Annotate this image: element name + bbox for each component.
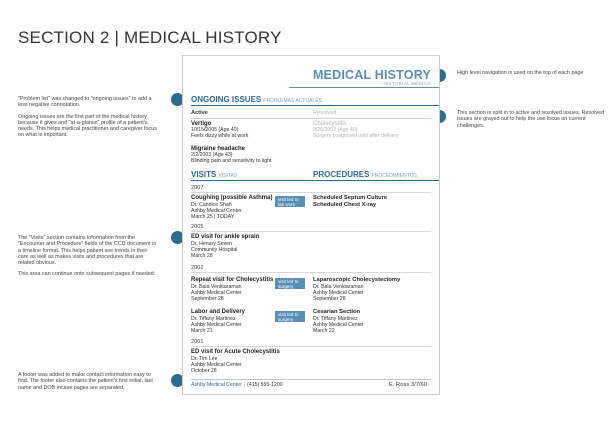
resolved-issue-note: Surgery postponed until after delivery: [313, 133, 399, 139]
visit-date: October 28: [191, 368, 217, 374]
ongoing-issues-title: ONGOING ISSUES: [191, 95, 262, 104]
medical-history-heading: MEDICAL HISTORY: [312, 68, 431, 82]
visits-title: VISITS: [191, 170, 217, 179]
ongoing-issues-heading: [191, 95, 322, 104]
procedure-date: September 28: [313, 296, 346, 302]
active-issue-note: Blinding pain and sensitivity to light: [191, 158, 272, 164]
visit-date: September 28: [191, 296, 224, 302]
procedures-heading: [313, 170, 417, 179]
visit-doctor: Dr. Tiffany Martinez: [191, 316, 236, 322]
year-rule: [191, 346, 431, 347]
resolved-issue-name: Cholecystitis: [313, 121, 347, 127]
active-issue-name: Migraine headache: [191, 146, 246, 152]
ongoing-columns-rule: [191, 118, 431, 119]
medical-history-document: [182, 55, 440, 395]
year-label: 2001: [191, 339, 204, 345]
visit-place: Ashby Medical Center: [191, 208, 242, 214]
resolved-issue-date: 9/26/2002 (Age 40): [313, 127, 358, 133]
patient-id: E. Ross 3/7/60: [388, 382, 427, 388]
note-visits-text: The "Visits" section contains information from the "Encounter and Procedure" fields of the CCD document in a timeline format. This helps patient see trends in their care as well as makes visits and procedures that are related obvious.: [18, 235, 157, 267]
medical-history-subheading: HISTORIAL MÉDICO: [383, 81, 431, 86]
note-split-text: This section is split in to active and resolved issues. Resolved issues are grayed out to help the use focus on current challenges.: [457, 110, 605, 129]
note-ongoing-first-text: Ongoing issues are the first part of the medical history because it gives and "at-a-glance" profile of a patient's needs. This helps medical practitioner and caregiver focus on what is important.: [18, 113, 157, 139]
active-label: Active: [191, 110, 208, 116]
visit-doctor: Dr. Bala Venktaraman: [191, 284, 242, 290]
procedure-place: Ashby Medical Center: [313, 290, 364, 296]
visit-name: ED visit for Acute Cholecystitis: [191, 349, 280, 355]
visit-name: Labor and Delivery: [191, 309, 246, 315]
ongoing-issues-rule: [191, 105, 439, 106]
visit-doctor: Dr. Candice Shah: [191, 202, 232, 208]
procedure-name: Scheduled Septum Culture: [313, 195, 388, 201]
visits-rule: [191, 180, 439, 181]
clinic-link[interactable]: Ashby Medical Center: [191, 382, 242, 388]
year-rule: [191, 272, 431, 273]
visit-date: March 21: [191, 328, 213, 334]
visit-name: Repeat visit for Cholecystitis: [191, 277, 274, 283]
footer-rule: [191, 379, 431, 380]
active-issue-date: 10/15/2005 (Age 40): [191, 127, 239, 133]
visit-place: Ashby Medical Center: [191, 362, 242, 368]
footer-separator: |: [243, 382, 246, 388]
visit-date: March 25 | TODAY: [191, 214, 235, 220]
visit-led-to-lab-work-tag[interactable]: visit led to lab work: [275, 196, 305, 207]
note-split: [457, 110, 605, 134]
visits-subtitle: VISITAS: [218, 173, 238, 179]
visits-heading: [191, 170, 237, 179]
header-rule: [289, 87, 439, 88]
note-high-level-nav: [457, 70, 605, 81]
page-title: SECTION 2 | MEDICAL HISTORY: [18, 28, 282, 47]
clinic-phone[interactable]: (415) 555-1200: [247, 382, 283, 388]
procedure-place: Ashby Medical Center: [313, 322, 364, 328]
procedures-title: PROCEDURES: [313, 170, 370, 179]
visit-place: Ashby Medical Center: [191, 322, 242, 328]
procedure-name: Cesarian Section: [313, 309, 361, 315]
note-problem-list-text: "Problem list" was changed to "ongoing issues" to add a less negative connotation.: [18, 96, 152, 109]
visit-place: Ashby Medical Center: [191, 290, 242, 296]
note-footer: [18, 372, 158, 396]
document-footer: [191, 382, 283, 388]
procedure-date: March 22: [313, 328, 335, 334]
visit-place: Community Hospital: [191, 247, 238, 253]
visit-doctor: Dr. Henary Seven: [191, 241, 232, 247]
procedure-name: Scheduled Chest X-ray: [313, 202, 377, 208]
year-label: 2007: [191, 185, 204, 191]
visit-name: Coughing (possible Asthma): [191, 195, 273, 201]
active-issue-date: 2/2/2003 (Age 43): [191, 152, 233, 158]
procedure-name: Laparoscopic Cholecystectomy: [313, 277, 401, 283]
visit-led-to-surgery-tag[interactable]: visit led to surgery: [275, 311, 305, 322]
procedure-doctor: Dr. Tiffany Martinez: [313, 316, 358, 322]
visit-name: ED visit for ankle sprain: [191, 234, 260, 240]
year-rule: [191, 231, 431, 232]
procedure-doctor: Dr. Bala Venktaraman: [313, 284, 364, 290]
year-label: 2005: [191, 224, 204, 230]
resolved-label: Resolved: [313, 110, 337, 116]
visit-date: March 28: [191, 253, 213, 259]
active-issue-name: Vertigo: [191, 121, 212, 127]
year-rule: [191, 192, 431, 193]
procedures-subtitle: PROCEDIMIENTOS: [371, 173, 417, 179]
ongoing-issues-subtitle: PROBLEMAS ACTUALES: [263, 98, 322, 104]
note-continue-text: This area can continue onto subsequent pages if needed.: [18, 271, 156, 278]
note-high-level-nav-text: High level navigation is used on the top of each page: [457, 70, 584, 76]
note-problem-list: [18, 96, 158, 144]
visit-led-to-surgery-tag[interactable]: visit led to surgery: [275, 278, 305, 289]
note-footer-text: A footer was added to make contact information easy to find. The footer also contains the patient's first initial, last name and DOB incase pages are separated.: [18, 372, 153, 391]
year-label: 2002: [191, 265, 204, 271]
active-issue-note: Feels dizzy while at work: [191, 133, 249, 139]
visit-doctor: Dr. Tim Lee: [191, 356, 218, 362]
note-visits: [18, 235, 158, 283]
